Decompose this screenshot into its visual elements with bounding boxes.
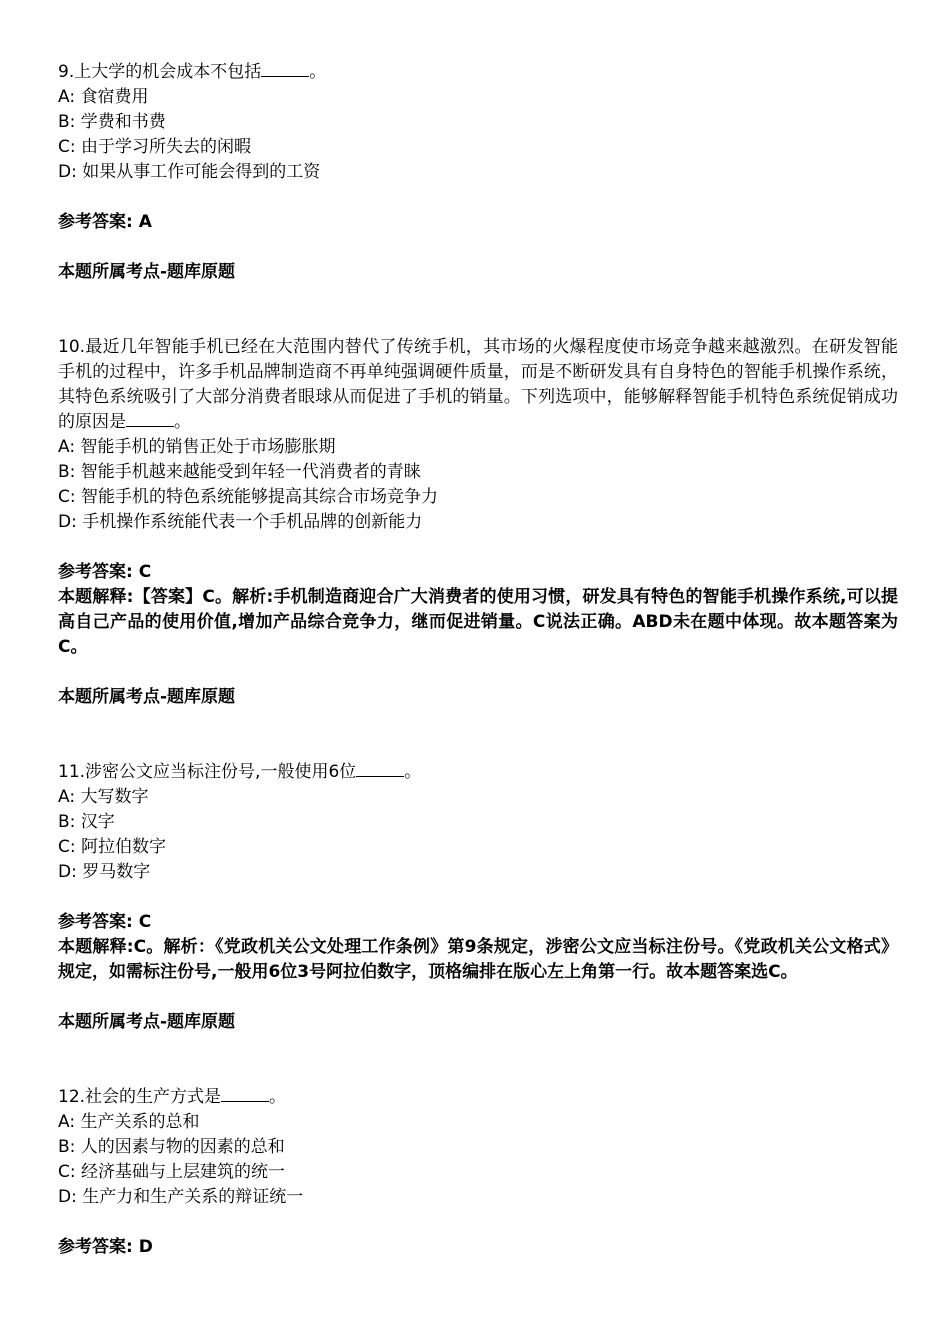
reference-answer: 参考答案: C bbox=[58, 912, 152, 932]
reference-answer: 参考答案: A bbox=[58, 212, 152, 232]
option-c: C: 阿拉伯数字 bbox=[58, 837, 167, 857]
question-9 bbox=[58, 60, 898, 285]
question-stem: 11.涉密公文应当标注份号,一般使用6位 。 bbox=[58, 762, 422, 782]
question-category: 本题所属考点-题库原题 bbox=[58, 1012, 236, 1032]
option-b: B: 学费和书费 bbox=[58, 112, 166, 132]
option-b: B: 人的因素与物的因素的总和 bbox=[58, 1137, 285, 1157]
option-b: B: 智能手机越来越能受到年轻一代消费者的青睐 bbox=[58, 462, 421, 482]
option-d: D: 手机操作系统能代表一个手机品牌的创新能力 bbox=[58, 512, 423, 532]
question-12 bbox=[58, 1085, 898, 1260]
question-stem: 10.最近几年智能手机已经在大范围内替代了传统手机，其市场的火爆程度使市场竞争越来越激烈。在研发智能手机的过程中，许多手机品牌制造商不再单纯强调硬件质量，而是不断研发具有自身特色的智能手机操作系统，其特色系统吸引了大部分消费者眼球从而促进了手机的销量。下列选项中，能够解释智能手机特色系统促销成功的原因是 。 bbox=[58, 337, 898, 432]
answer-blank bbox=[221, 1087, 269, 1102]
option-c: C: 智能手机的特色系统能够提高其综合市场竞争力 bbox=[58, 487, 439, 507]
document-page bbox=[58, 60, 898, 1260]
answer-blank bbox=[261, 62, 309, 77]
option-a: A: 大写数字 bbox=[58, 787, 149, 807]
option-d: D: 如果从事工作可能会得到的工资 bbox=[58, 162, 321, 182]
question-stem: 12.社会的生产方式是 。 bbox=[58, 1087, 287, 1107]
option-a: A: 智能手机的销售正处于市场膨胀期 bbox=[58, 437, 336, 457]
answer-explanation: 本题解释:C。解析：《党政机关公文处理工作条例》第9条规定，涉密公文应当标注份号。《党政机关公文格式》规定，如需标注份号,一般用6位3号阿拉伯数字，顶格编排在版心左上角第一行。故本题答案选C。 bbox=[58, 937, 898, 982]
option-c: C: 经济基础与上层建筑的统一 bbox=[58, 1162, 286, 1182]
reference-answer: 参考答案: D bbox=[58, 1237, 153, 1257]
question-11 bbox=[58, 760, 898, 1035]
question-category: 本题所属考点-题库原题 bbox=[58, 687, 236, 707]
reference-answer: 参考答案: C bbox=[58, 562, 152, 582]
option-b: B: 汉字 bbox=[58, 812, 115, 832]
question-10 bbox=[58, 335, 898, 710]
option-a: A: 食宿费用 bbox=[58, 87, 149, 107]
answer-blank bbox=[126, 412, 174, 427]
question-stem: 9.上大学的机会成本不包括 。 bbox=[58, 62, 327, 82]
answer-blank bbox=[356, 762, 404, 777]
option-d: D: 罗马数字 bbox=[58, 862, 151, 882]
option-a: A: 生产关系的总和 bbox=[58, 1112, 200, 1132]
option-d: D: 生产力和生产关系的辩证统一 bbox=[58, 1187, 304, 1207]
option-c: C: 由于学习所失去的闲暇 bbox=[58, 137, 252, 157]
question-category: 本题所属考点-题库原题 bbox=[58, 262, 236, 282]
answer-explanation: 本题解释:【答案】C。解析:手机制造商迎合广大消费者的使用习惯，研发具有特色的智能手机操作系统,可以提高自己产品的使用价值,增加产品综合竞争力，继而促进销量。C说法正确。ABD未在题中体现。故本题答案为C。 bbox=[58, 587, 898, 657]
